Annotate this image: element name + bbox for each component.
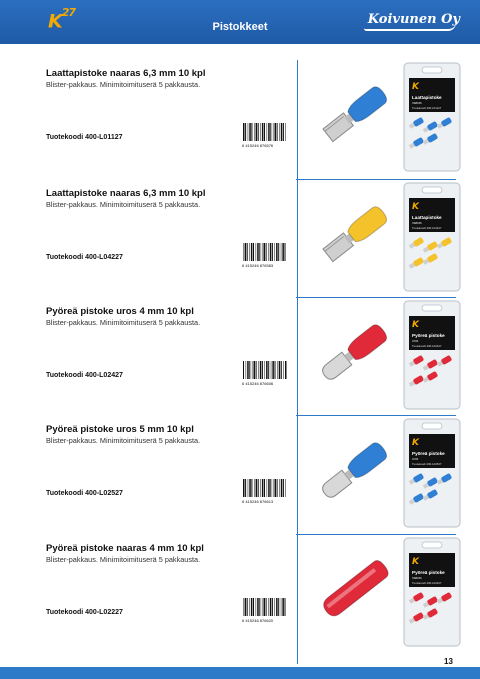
barcode-bar	[268, 123, 270, 141]
barcode-bar	[281, 361, 282, 379]
barcode-bar	[243, 361, 244, 379]
barcode	[241, 243, 289, 269]
barcode-bar	[253, 598, 254, 616]
barcode-bar	[281, 598, 282, 616]
barcode-bar	[256, 243, 257, 261]
connector-group	[322, 84, 389, 143]
package-image	[403, 182, 461, 292]
barcode-bar	[254, 361, 256, 379]
barcode-bar	[243, 123, 245, 141]
package-label: Pyöreä pistoke	[412, 333, 445, 338]
barcode-bar	[266, 598, 267, 616]
package-image	[403, 418, 461, 528]
connector-group	[319, 322, 390, 383]
package-logo: K	[412, 320, 419, 330]
barcode-bar	[245, 243, 247, 261]
barcode-number: 6 415246 876613	[242, 499, 274, 504]
barcode-number: 6 415246 876606	[242, 381, 274, 386]
barcode-bar	[264, 123, 265, 141]
barcode-bar	[247, 361, 249, 379]
barcode-bar	[260, 123, 261, 141]
barcode-bar	[262, 123, 264, 141]
barcode-bar	[251, 123, 252, 141]
barcode-bar	[276, 243, 278, 261]
barcode-number: 6 415246 876576	[242, 143, 274, 148]
barcode-bar	[273, 123, 274, 141]
product-code: Tuotekoodi 400-L01127	[46, 134, 123, 141]
barcode-bar	[267, 479, 268, 497]
logo-swoosh	[364, 23, 456, 31]
product-code: Tuotekoodi 400-L02427	[46, 372, 123, 379]
barcode-bar	[281, 243, 282, 261]
barcode-bar	[264, 598, 266, 616]
barcode-bar	[248, 123, 249, 141]
barcode-bar	[268, 479, 270, 497]
package-image	[403, 300, 461, 410]
barcode-bar	[282, 598, 284, 616]
product-row	[0, 298, 480, 415]
barcode-bar	[268, 361, 269, 379]
barcode-bar	[278, 598, 279, 616]
barcode-bar	[249, 243, 250, 261]
barcode-bar	[285, 598, 286, 616]
barcode-bar	[245, 479, 246, 497]
product-description: Blister-pakkaus. Minimitoimituserä 5 pakkausta.	[46, 555, 201, 564]
product-row	[0, 416, 480, 533]
package-logo: K	[412, 438, 419, 448]
k27-logo: $K^{27}$	[48, 6, 76, 33]
hang-hole	[422, 67, 442, 73]
barcode-bar	[282, 243, 284, 261]
barcode-bar	[249, 123, 251, 141]
barcode-bar	[279, 479, 280, 497]
barcode-bar	[286, 123, 287, 141]
barcode-bar	[272, 243, 273, 261]
barcode-bar	[262, 598, 263, 616]
barcode-bar	[260, 479, 261, 497]
barcode-bar	[277, 123, 278, 141]
barcode-bar	[270, 479, 271, 497]
barcode-bar	[249, 361, 250, 379]
barcode-bar	[281, 123, 283, 141]
barcode-bar	[243, 598, 244, 616]
connector-group	[322, 204, 389, 263]
barcode-bar	[277, 361, 278, 379]
barcode-bar	[257, 243, 259, 261]
barcode-bar	[268, 598, 269, 616]
barcode-bar	[247, 243, 248, 261]
barcode-bar	[278, 243, 279, 261]
product-description: Blister-pakkaus. Minimitoimituserä 5 pakkausta.	[46, 80, 201, 89]
barcode-bar	[272, 598, 273, 616]
barcode-bar	[277, 479, 278, 497]
barcode-bar	[275, 243, 276, 261]
barcode-bar	[246, 361, 247, 379]
package-logo: K	[412, 202, 419, 212]
page-number: 13	[444, 657, 453, 666]
barcode-bar	[262, 479, 264, 497]
barcode-bar	[258, 123, 259, 141]
barcode-bar	[281, 479, 283, 497]
product-row	[0, 535, 480, 652]
barcode-bar	[256, 598, 257, 616]
barcode-bar	[286, 479, 287, 497]
page-header	[0, 0, 480, 44]
product-name: Laattapistoke naaras 6,3 mm 10 kpl	[46, 68, 206, 79]
barcode-bar	[283, 123, 284, 141]
barcode-bar	[270, 123, 271, 141]
connector-image	[300, 306, 400, 406]
barcode-bar	[285, 361, 287, 379]
package-logo: K	[412, 82, 419, 92]
barcode-bar	[259, 598, 260, 616]
package-sublabel: uros	[412, 457, 419, 461]
package-sublabel: naaras	[412, 221, 422, 225]
product-name: Pyöreä pistoke uros 5 mm 10 kpl	[46, 424, 194, 435]
barcode	[241, 598, 289, 624]
barcode-bar	[266, 361, 268, 379]
product-code: Tuotekoodi 400-L04227	[46, 254, 123, 261]
package-label: Laattapistoke	[412, 215, 442, 220]
barcode-bar	[279, 361, 281, 379]
package-label: Pyöreä pistoke	[412, 451, 445, 456]
barcode-bar	[275, 479, 277, 497]
barcode-bar	[262, 243, 263, 261]
package-sublabel: naaras	[412, 576, 422, 580]
barcode-bar	[275, 123, 277, 141]
package-code: Tuotekoodi 400-L02227	[412, 581, 442, 585]
barcode-bar	[245, 123, 246, 141]
product-description: Blister-pakkaus. Minimitoimituserä 5 pakkausta.	[46, 200, 201, 209]
barcode-bar	[252, 361, 253, 379]
barcode-bar	[266, 243, 267, 261]
barcode-bar	[249, 598, 250, 616]
barcode	[241, 361, 289, 387]
product-name: Laattapistoke naaras 6,3 mm 10 kpl	[46, 188, 206, 199]
barcode-bar	[260, 361, 262, 379]
package-label: Laattapistoke	[412, 95, 442, 100]
product-description: Blister-pakkaus. Minimitoimituserä 5 pakkausta.	[46, 436, 201, 445]
barcode-bar	[265, 361, 266, 379]
barcode-bar	[264, 479, 265, 497]
package-code: Tuotekoodi 400-L02527	[412, 462, 442, 466]
barcode-bar	[247, 598, 248, 616]
hang-hole	[422, 423, 442, 429]
connector-group	[319, 440, 390, 501]
barcode-bar	[283, 361, 284, 379]
connector-image	[300, 543, 400, 643]
koivunen-logo: Koivunen Oy	[368, 12, 460, 27]
barcode-bar	[275, 598, 276, 616]
connector-image	[300, 188, 400, 288]
connector-image	[300, 424, 400, 524]
connector-image	[300, 68, 400, 168]
product-code: Tuotekoodi 400-L02227	[46, 609, 123, 616]
barcode-bar	[270, 598, 272, 616]
package-image	[403, 62, 461, 172]
package-label: Pyöreä pistoke	[412, 570, 445, 575]
barcode-bar	[271, 361, 272, 379]
barcode-bar	[268, 243, 269, 261]
barcode-bar	[256, 479, 258, 497]
footer-bar	[0, 667, 480, 679]
barcode-bar	[262, 361, 263, 379]
barcode-bar	[267, 123, 268, 141]
product-code: Tuotekoodi 400-L02527	[46, 490, 123, 497]
barcode-bar	[245, 598, 247, 616]
product-row	[0, 60, 480, 177]
barcode-bar	[248, 479, 249, 497]
barcode-bar	[253, 243, 254, 261]
barcode-bar	[254, 123, 255, 141]
barcode-bar	[249, 479, 251, 497]
insulation-sleeve	[320, 558, 391, 619]
barcode-bar	[256, 123, 258, 141]
barcode-bar	[258, 479, 259, 497]
hang-hole	[422, 187, 442, 193]
page-title: Pistokkeet	[212, 21, 268, 33]
barcode	[241, 123, 289, 149]
product-name: Pyöreä pistoke uros 4 mm 10 kpl	[46, 306, 194, 317]
barcode-bar	[272, 361, 274, 379]
hang-hole	[422, 542, 442, 548]
connector-group	[320, 558, 391, 619]
barcode-bar	[258, 361, 259, 379]
package-code: Tuotekoodi 400-L01127	[412, 106, 442, 110]
barcode-bar	[243, 479, 245, 497]
barcode-bar	[283, 479, 284, 497]
package-logo: K	[412, 557, 419, 567]
barcode-bar	[243, 243, 244, 261]
product-description: Blister-pakkaus. Minimitoimituserä 5 pakkausta.	[46, 318, 201, 327]
barcode-number: 6 415246 876620	[242, 618, 274, 623]
barcode-bar	[264, 243, 266, 261]
barcode-bar	[251, 243, 253, 261]
package-image	[403, 537, 461, 647]
barcode	[241, 479, 289, 505]
barcode-bar	[270, 243, 272, 261]
barcode-bar	[256, 361, 257, 379]
package-code: Tuotekoodi 400-L04227	[412, 226, 442, 230]
barcode-bar	[285, 243, 286, 261]
hang-hole	[422, 305, 442, 311]
barcode-bar	[275, 361, 276, 379]
barcode-bar	[254, 479, 255, 497]
barcode-bar	[273, 479, 274, 497]
barcode-bar	[251, 598, 253, 616]
barcode-bar	[276, 598, 278, 616]
barcode-bar	[259, 243, 260, 261]
barcode-bar	[257, 598, 259, 616]
barcode-number: 6 415246 876583	[242, 263, 274, 268]
barcode-bar	[279, 123, 280, 141]
package-sublabel: naaras	[412, 101, 422, 105]
barcode-bar	[251, 479, 252, 497]
package-sublabel: uros	[412, 339, 419, 343]
product-name: Pyöreä pistoke naaras 4 mm 10 kpl	[46, 543, 204, 554]
product-row	[0, 180, 480, 297]
package-code: Tuotekoodi 400-L02427	[412, 344, 442, 348]
